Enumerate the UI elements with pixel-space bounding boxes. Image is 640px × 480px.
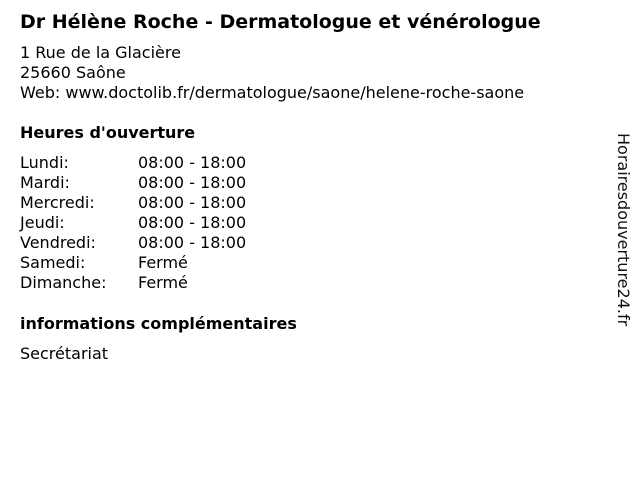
time-value: Fermé bbox=[138, 253, 188, 272]
time-value: 08:00 - 18:00 bbox=[138, 213, 247, 232]
page-title: Dr Hélène Roche - Dermatologue et vénérologue bbox=[20, 11, 541, 33]
address-block bbox=[20, 43, 524, 103]
time-value: 08:00 - 18:00 bbox=[138, 193, 247, 212]
website-line: Web: www.doctolib.fr/dermatologue/saone/helene-roche-saone bbox=[20, 83, 525, 102]
street-address: 1 Rue de la Glacière bbox=[20, 43, 181, 62]
hours-row-monday bbox=[20, 153, 246, 173]
hours-row-tuesday bbox=[20, 173, 246, 193]
day-label: Lundi: bbox=[20, 153, 69, 172]
day-label: Vendredi: bbox=[20, 233, 96, 252]
time-value: 08:00 - 18:00 bbox=[138, 173, 247, 192]
day-label: Mercredi: bbox=[20, 193, 95, 212]
hours-row-wednesday bbox=[20, 193, 246, 213]
hours-row-sunday bbox=[20, 273, 246, 293]
additional-info-heading: informations complémentaires bbox=[20, 314, 297, 333]
time-value: 08:00 - 18:00 bbox=[138, 153, 247, 172]
day-label: Samedi: bbox=[20, 253, 86, 272]
hours-row-friday bbox=[20, 233, 246, 253]
day-label: Mardi: bbox=[20, 173, 70, 192]
additional-info-text: Secrétariat bbox=[20, 344, 109, 363]
site-watermark: Horairesdouverture24.fr bbox=[614, 133, 633, 327]
city-address: 25660 Saône bbox=[20, 63, 126, 82]
day-label: Dimanche: bbox=[20, 273, 107, 292]
opening-hours-table bbox=[20, 153, 246, 293]
day-label: Jeudi: bbox=[20, 213, 65, 232]
time-value: Fermé bbox=[138, 273, 188, 292]
opening-hours-heading: Heures d'ouverture bbox=[20, 123, 196, 142]
hours-row-saturday bbox=[20, 253, 246, 273]
time-value: 08:00 - 18:00 bbox=[138, 233, 247, 252]
hours-row-thursday bbox=[20, 213, 246, 233]
